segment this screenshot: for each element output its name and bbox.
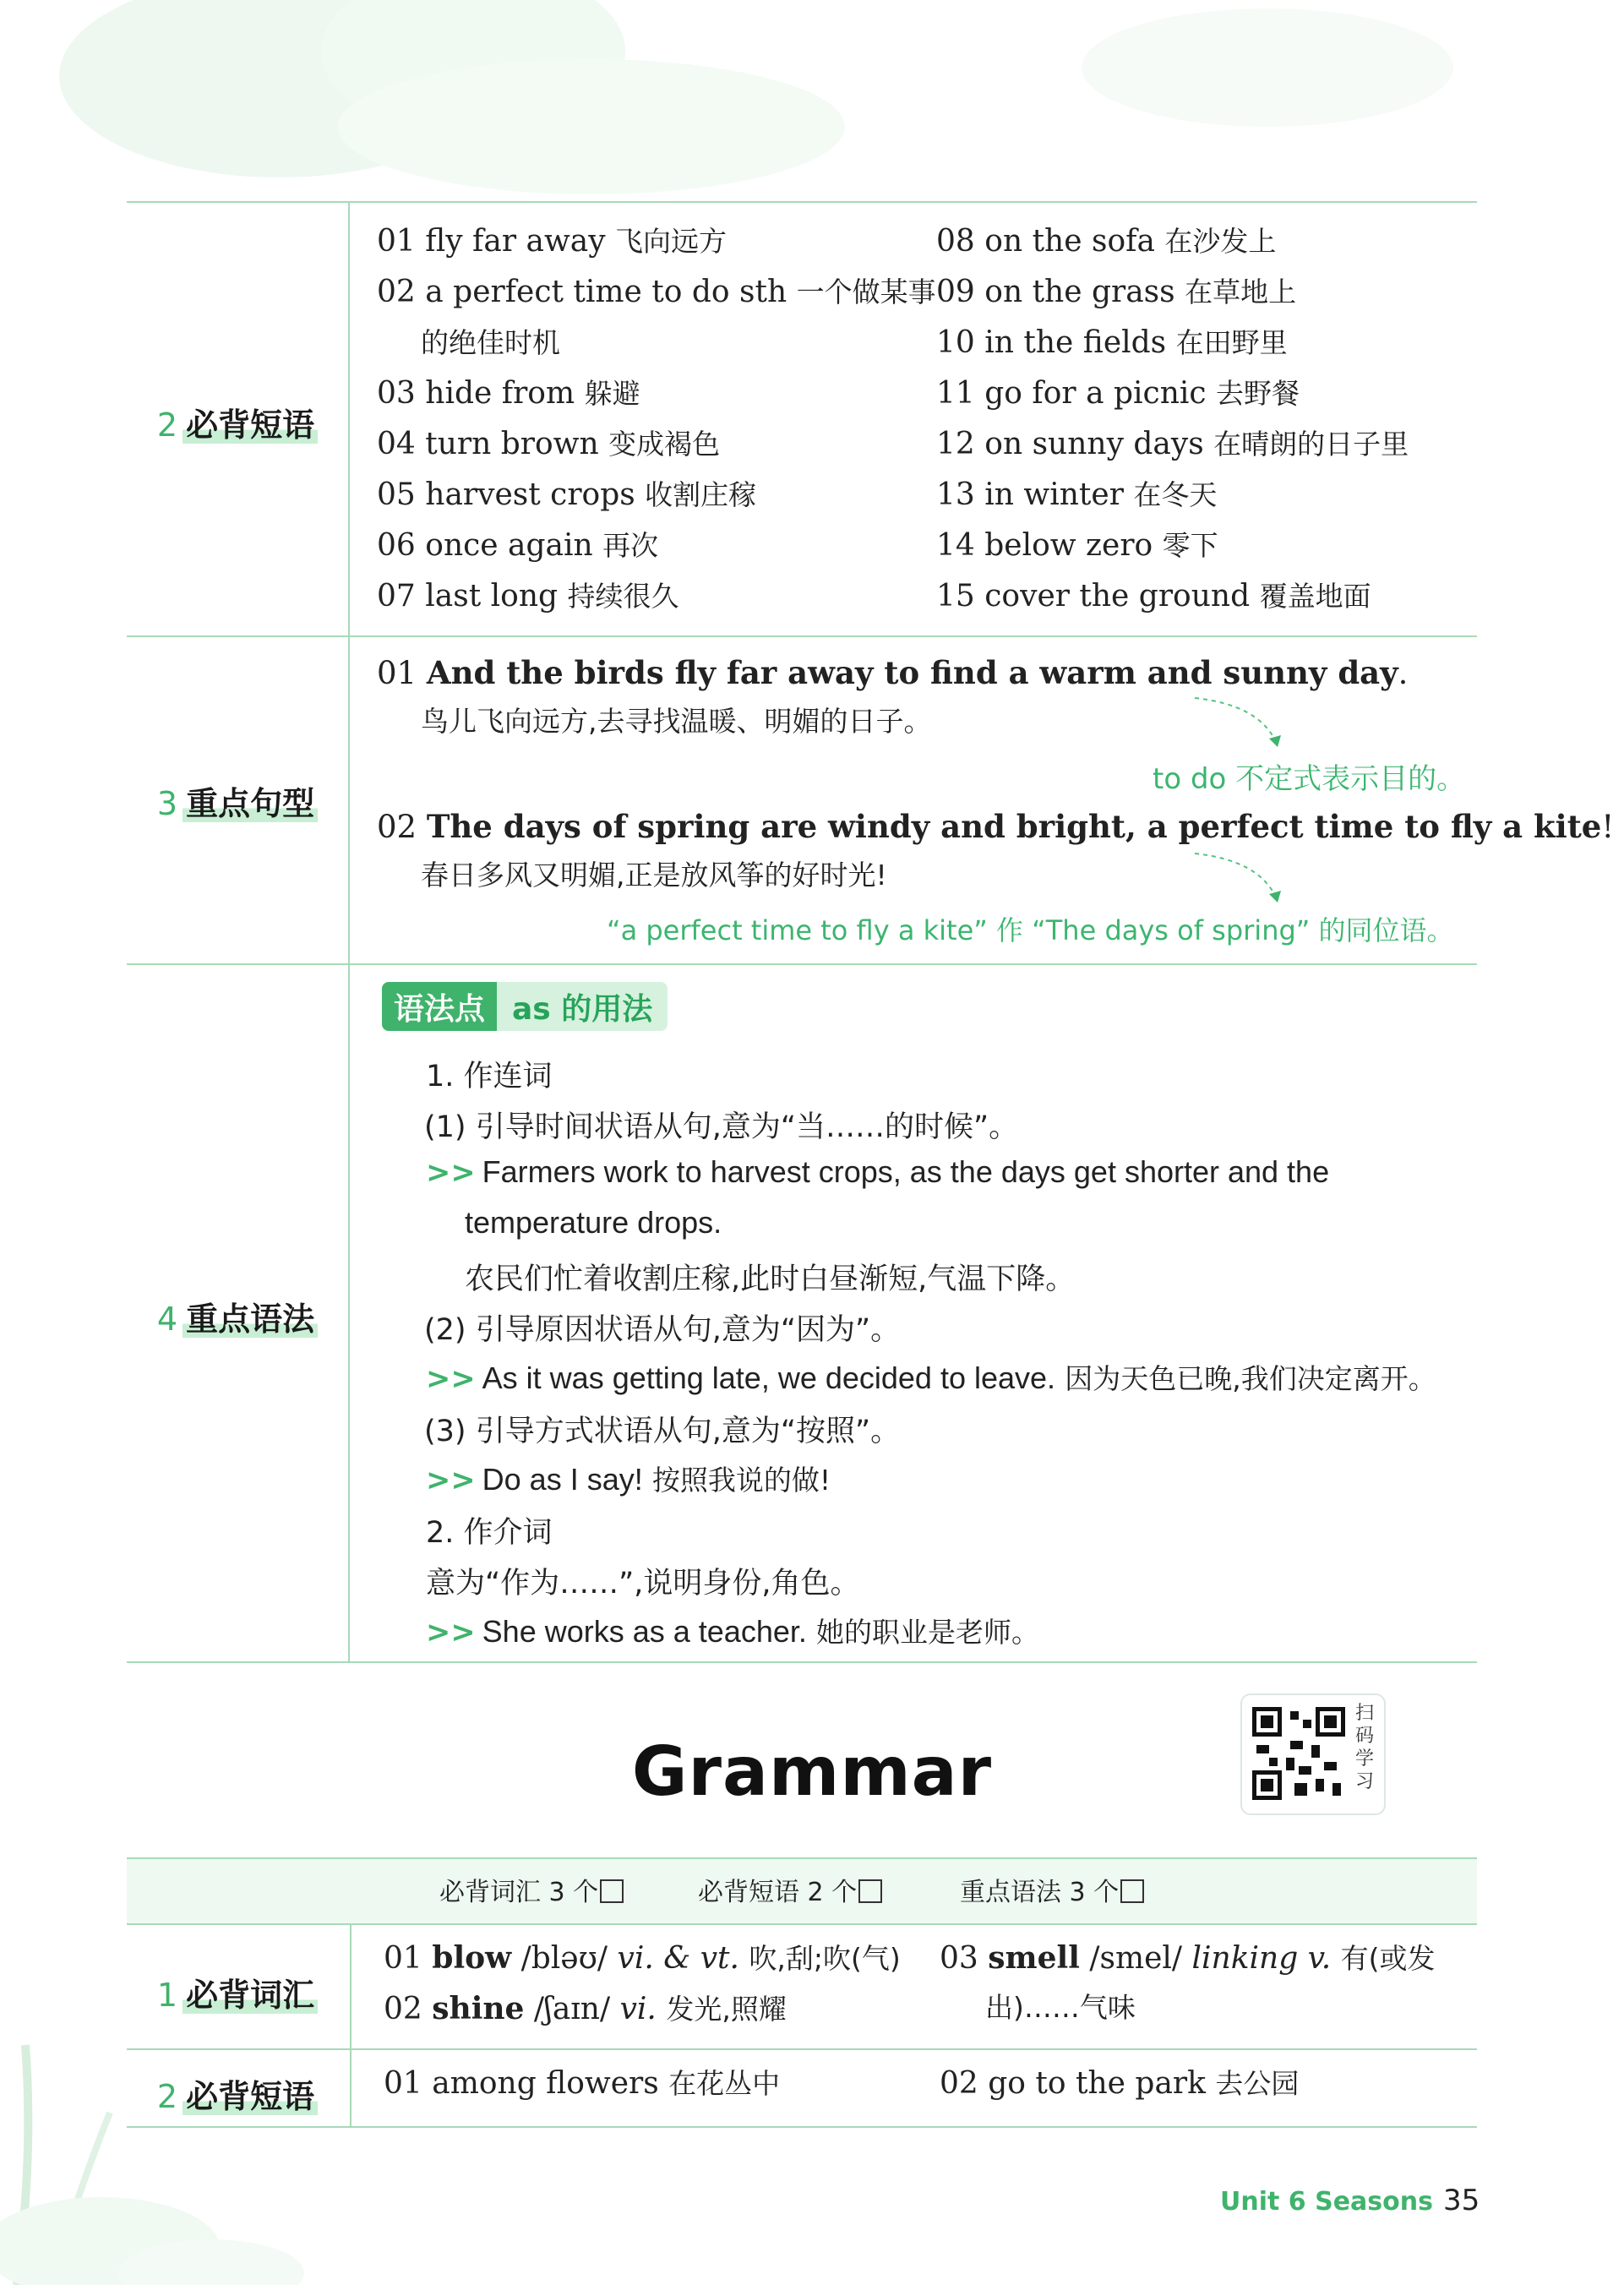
phrase-item: 05 harvest crops 收割庄稼 [377, 477, 757, 512]
grammar-rule: (1) 引导时间状语从句,意为“当……的时候”。 [424, 1110, 1019, 1144]
phrase-item-continued: 的绝佳时机 [421, 326, 560, 359]
key-sentence: 01 And the birds fly far away to find a warm and sunny day. [377, 654, 1409, 691]
phrase-item: 12 on sunny days 在晴朗的日子里 [936, 427, 1409, 461]
section-label-sentences: 3 重点句型 [127, 777, 348, 824]
qr-code-icon [1252, 1707, 1345, 1800]
chevron-right-icon: >> [426, 1156, 476, 1190]
phrase-item: 02 go to the park 去公园 [940, 2066, 1300, 2101]
unit-label: Unit 6 Seasons [1220, 2187, 1433, 2217]
phrase-item: 01 among flowers 在花丛中 [384, 2066, 781, 2101]
grammar-heading: 2. 作介词 [426, 1516, 553, 1550]
vocab-item: 02 shine /ʃaɪn/ vi. 发光,照耀 [384, 1991, 787, 2026]
grammar-rule: 意为“作为……”,说明身份,角色。 [426, 1567, 860, 1601]
phrase-item: 02 a perfect time to do sth 一个做某事 [377, 275, 936, 309]
section-label-grammar: 4 重点语法 [127, 1293, 348, 1339]
grammar-rule: (2) 引导原因状语从句,意为“因为”。 [424, 1313, 901, 1347]
rule-after-vocab [127, 2048, 1477, 2050]
chevron-right-icon: >> [426, 1464, 476, 1497]
checkbox[interactable] [600, 1879, 624, 1903]
checkbox[interactable] [1120, 1879, 1144, 1903]
page-footer [1220, 2184, 1480, 2217]
phrase-item: 06 once again 再次 [377, 528, 659, 563]
annotation-arrow [1191, 693, 1293, 752]
rule-bottom [127, 2126, 1477, 2128]
phrase-item: 13 in winter 在冬天 [936, 477, 1218, 512]
phrase-item: 14 below zero 零下 [936, 528, 1218, 563]
grammar-example: >> As it was getting late, we decided to leave. 因为天色已晚,我们决定离开。 [426, 1361, 1436, 1396]
key-sentence: 02 The days of spring are windy and bright, a perfect time to fly a kite! [377, 808, 1615, 845]
vocab-item: 03 smell /smel/ linking v. 有(或发 [940, 1940, 1436, 1976]
count-item: 必背词汇 3 个 [439, 1871, 624, 1908]
rule-after-sentences [127, 963, 1477, 965]
sentence-note: to do 不定式表示目的。 [1153, 762, 1466, 796]
phrase-item: 01 fly far away 飞向远方 [377, 224, 728, 259]
grammar-example: >> She works as a teacher. 她的职业是老师。 [426, 1614, 1040, 1650]
grammar-example: >> Farmers work to harvest crops, as the days get shorter and the [426, 1154, 1330, 1190]
section-label-phrases: 2 必背短语 [127, 399, 348, 445]
rule-after-phrases [127, 635, 1477, 637]
grammar-example: >> Do as I say! 按照我说的做! [426, 1462, 831, 1497]
phrase-item: 15 cover the ground 覆盖地面 [936, 579, 1371, 614]
grammar-point-label: 语法点 [382, 982, 497, 1031]
decorative-cloud-top [0, 0, 1624, 203]
count-item: 重点语法 3 个 [960, 1871, 1144, 1908]
phrase-item: 04 turn brown 变成褐色 [377, 427, 721, 461]
column-divider-2 [350, 1923, 352, 2126]
grammar-point-tag [382, 982, 668, 1031]
phrase-item: 09 on the grass 在草地上 [936, 275, 1297, 309]
qr-label: 扫码学习 [1354, 1703, 1374, 1792]
section-label-vocab: 1 必背词汇 [127, 1969, 348, 2015]
page-title: Grammar [631, 1732, 993, 1811]
sentence-note: “a perfect time to fly a kite” 作 “The days of spring” 的同位语。 [607, 914, 1454, 946]
phrase-item: 08 on the sofa 在沙发上 [936, 224, 1277, 259]
vocab-item: 01 blow /bləʊ/ vi. & vt. 吹,刮;吹(气) [384, 1940, 901, 1976]
rule-after-grammar [127, 1661, 1477, 1663]
vocab-item-continued: 出)……气味 [985, 1991, 1136, 2024]
page-number: 35 [1442, 2184, 1480, 2217]
phrase-item: 07 last long 持续很久 [377, 579, 679, 614]
column-divider [348, 201, 350, 1661]
rule-top [127, 201, 1477, 203]
key-sentence-translation: 春日多风又明媚,正是放风筝的好时光! [421, 859, 887, 892]
phrase-item: 03 hide from 躲避 [377, 376, 640, 411]
checkbox[interactable] [858, 1879, 882, 1903]
rule-count-bottom [127, 1923, 1477, 1925]
grammar-point-topic: as 的用法 [497, 982, 668, 1031]
section-label-phrases-2: 2 必背短语 [127, 2070, 348, 2117]
phrase-item: 10 in the fields 在田野里 [936, 325, 1288, 360]
count-item: 必背短语 2 个 [698, 1871, 882, 1908]
phrase-item: 11 go for a picnic 去野餐 [936, 376, 1300, 411]
chevron-right-icon: >> [426, 1362, 476, 1396]
annotation-arrow [1191, 848, 1293, 908]
key-sentence-translation: 鸟儿飞向远方,去寻找温暖、明媚的日子。 [421, 705, 932, 738]
grammar-rule: (3) 引导方式状语从句,意为“按照”。 [424, 1415, 901, 1448]
grammar-example-translation: 农民们忙着收割庄稼,此时白昼渐短,气温下降。 [465, 1262, 1076, 1296]
grammar-example-continued: temperature drops. [465, 1205, 722, 1240]
chevron-right-icon: >> [426, 1616, 476, 1650]
grammar-heading: 1. 作连词 [426, 1060, 553, 1093]
